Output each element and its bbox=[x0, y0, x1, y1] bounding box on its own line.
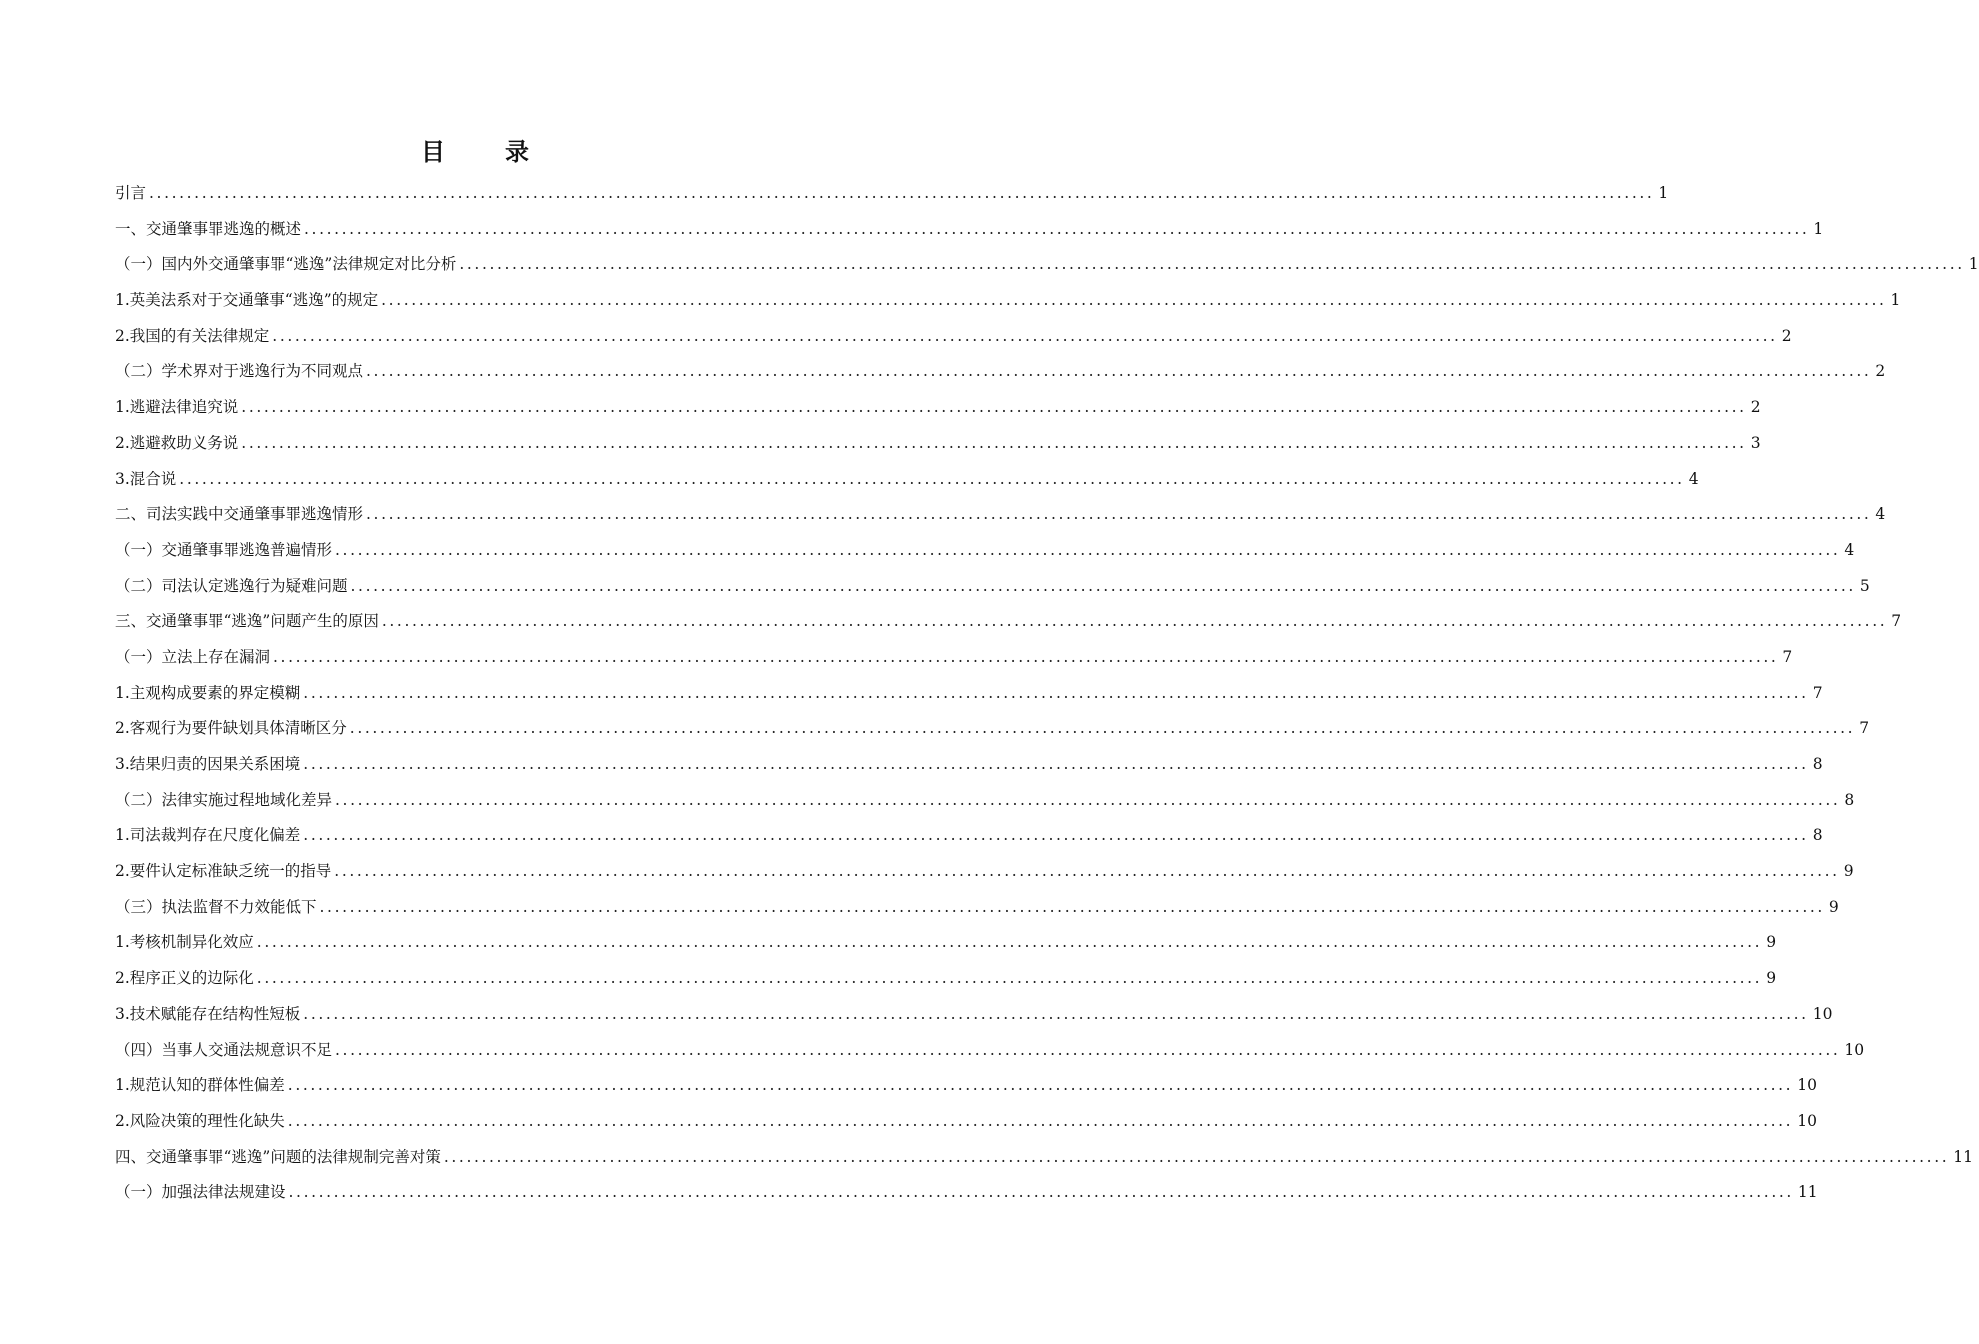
toc-entry-page-number: 4 bbox=[1875, 505, 1886, 524]
toc-entry[interactable] bbox=[115, 176, 1669, 212]
dot-leader: ........................................................................................................................................................................................................ bbox=[366, 505, 1872, 524]
toc-entry[interactable] bbox=[115, 1104, 1817, 1140]
toc-entry[interactable] bbox=[115, 854, 1854, 890]
toc-entry-page-number: 1 bbox=[1968, 255, 1979, 274]
toc-entry-page-number: 1 bbox=[1813, 219, 1824, 238]
dot-leader: ........................................................................................................................................................................................................ bbox=[443, 1147, 1950, 1166]
toc-entry-label: 1.考核机制异化效应 bbox=[115, 933, 254, 952]
toc-entry-label: 2.客观行为要件缺划具体清晰区分 bbox=[115, 719, 347, 738]
toc-entry-label: 三、交通肇事罪“逃逸”问题产生的原因 bbox=[115, 612, 379, 631]
toc-entry-page-number: 4 bbox=[1844, 540, 1855, 559]
toc-entry-label: 2.要件认定标准缺乏统一的指导 bbox=[115, 862, 332, 881]
toc-entry-label: 1.主观构成要素的界定模糊 bbox=[115, 683, 301, 702]
toc-entry-page-number: 9 bbox=[1828, 897, 1839, 916]
toc-entry[interactable] bbox=[115, 818, 1823, 854]
dot-leader: ........................................................................................................................................................................................................ bbox=[303, 755, 1809, 773]
toc-entry-page-number: 1 bbox=[1890, 291, 1901, 310]
toc-entry[interactable] bbox=[115, 533, 1855, 569]
toc-entry-label: （一）立法上存在漏洞 bbox=[115, 647, 271, 666]
dot-leader: ........................................................................................................................................................................................................ bbox=[273, 647, 1779, 666]
dot-leader: ........................................................................................................................................................................................................ bbox=[256, 933, 1763, 952]
toc-entry-label: 一、交通肇事罪逃逸的概述 bbox=[115, 219, 302, 238]
toc-entry-page-number: 4 bbox=[1688, 469, 1699, 488]
toc-entry[interactable] bbox=[115, 640, 1793, 676]
toc-entry-page-number: 8 bbox=[1844, 790, 1855, 809]
toc-entry-label: 1.规范认知的群体性偏差 bbox=[115, 1076, 285, 1095]
toc-entry-label: 3.混合说 bbox=[115, 469, 177, 488]
toc-entry-label: 2.程序正义的边际化 bbox=[115, 969, 254, 988]
toc-entry[interactable] bbox=[115, 497, 1886, 533]
dot-leader: ........................................................................................................................................................................................................ bbox=[366, 362, 1872, 381]
toc-entry[interactable] bbox=[115, 426, 1761, 462]
dot-leader: ........................................................................................................................................................................................................ bbox=[350, 576, 1856, 595]
toc-entry-page-number: 11 bbox=[1953, 1147, 1973, 1166]
dot-leader: ........................................................................................................................................................................................................ bbox=[349, 719, 1856, 738]
toc-entry[interactable] bbox=[115, 1033, 1865, 1069]
toc-entry-label: （二）司法认定逃逸行为疑难问题 bbox=[115, 576, 348, 595]
toc-entry-page-number: 9 bbox=[1766, 933, 1777, 952]
toc-entry[interactable] bbox=[115, 283, 1901, 319]
toc-entry-label: 2.逃避救助义务说 bbox=[115, 433, 239, 452]
toc-entry-label: （一）国内外交通肇事罪“逃逸”法律规定对比分析 bbox=[115, 255, 457, 274]
dot-leader: ........................................................................................................................................................................................................ bbox=[149, 184, 1655, 202]
dot-leader: ........................................................................................................................................................................................................ bbox=[335, 1040, 1841, 1059]
dot-leader: ........................................................................................................................................................................................................ bbox=[303, 1004, 1809, 1023]
toc-entry-page-number: 3 bbox=[1750, 433, 1761, 452]
toc-entry-page-number: 7 bbox=[1859, 719, 1870, 738]
dot-leader: ........................................................................................................................................................................................................ bbox=[334, 862, 1840, 881]
dot-leader: ........................................................................................................................................................................................................ bbox=[241, 398, 1747, 417]
dot-leader: ........................................................................................................................................................................................................ bbox=[303, 683, 1809, 702]
toc-entry-label: （一）加强法律法规建设 bbox=[115, 1183, 286, 1202]
toc-entry-page-number: 2 bbox=[1875, 362, 1886, 381]
toc-entry[interactable] bbox=[115, 1140, 1973, 1176]
dot-leader: ........................................................................................................................................................................................................ bbox=[256, 969, 1763, 988]
toc-entry-label: （二）法律实施过程地域化差异 bbox=[115, 790, 333, 809]
dot-leader: ........................................................................................................................................................................................................ bbox=[288, 1183, 1794, 1202]
dot-leader: ........................................................................................................................................................................................................ bbox=[179, 469, 1685, 488]
toc-entry-page-number: 8 bbox=[1812, 826, 1823, 845]
toc-entry[interactable] bbox=[115, 925, 1777, 961]
dot-leader: ........................................................................................................................................................................................................ bbox=[335, 540, 1841, 559]
toc-entry-page-number: 7 bbox=[1812, 683, 1823, 702]
dot-leader: ........................................................................................................................................................................................................ bbox=[381, 291, 1887, 310]
toc-entry-page-number: 7 bbox=[1782, 647, 1793, 666]
toc-entry[interactable] bbox=[115, 997, 1833, 1033]
toc-entry-page-number: 10 bbox=[1797, 1076, 1817, 1095]
toc-entry-label: 四、交通肇事罪“逃逸”问题的法律规制完善对策 bbox=[115, 1147, 441, 1166]
toc-entry-page-number: 10 bbox=[1797, 1111, 1817, 1130]
dot-leader: ........................................................................................................................................................................................................ bbox=[335, 790, 1841, 809]
toc-entry-page-number: 9 bbox=[1766, 969, 1777, 988]
toc-entry[interactable] bbox=[115, 462, 1699, 498]
dot-leader: ........................................................................................................................................................................................................ bbox=[287, 1076, 1794, 1095]
dot-leader: ........................................................................................................................................................................................................ bbox=[304, 219, 1810, 238]
toc-entry-label: 1.逃避法律追究说 bbox=[115, 398, 239, 417]
toc-entry-label: （一）交通肇事罪逃逸普遍情形 bbox=[115, 540, 333, 559]
toc-entry[interactable] bbox=[115, 390, 1761, 426]
dot-leader: ........................................................................................................................................................................................................ bbox=[287, 1111, 1794, 1130]
toc-entry[interactable] bbox=[115, 604, 1902, 640]
toc-entry-label: （二）学术界对于逃逸行为不同观点 bbox=[115, 362, 364, 381]
toc-entry[interactable] bbox=[115, 247, 1979, 283]
toc-entry-page-number: 2 bbox=[1750, 398, 1761, 417]
page-title: 目 录 bbox=[421, 138, 547, 166]
toc-entry[interactable] bbox=[115, 212, 1824, 248]
toc-entry-label: （三）执法监督不力效能低下 bbox=[115, 897, 317, 916]
toc-entry-page-number: 2 bbox=[1781, 326, 1792, 345]
toc-entry[interactable] bbox=[115, 319, 1792, 355]
toc-entry[interactable] bbox=[115, 1175, 1818, 1211]
toc-entry[interactable] bbox=[115, 676, 1823, 712]
toc-entry-label: 1.英美法系对于交通肇事“逃逸”的规定 bbox=[115, 291, 379, 310]
toc-entry[interactable] bbox=[115, 1068, 1817, 1104]
toc-entry-page-number: 5 bbox=[1859, 576, 1870, 595]
toc-entry[interactable] bbox=[115, 711, 1870, 747]
toc-entry[interactable] bbox=[115, 961, 1777, 997]
toc-entry-label: 3.技术赋能存在结构性短板 bbox=[115, 1004, 301, 1023]
toc-entry-label: 引言 bbox=[115, 184, 147, 202]
toc-entry-label: 1.司法裁判存在尺度化偏差 bbox=[115, 826, 301, 845]
toc-entry-page-number: 1 bbox=[1658, 184, 1669, 202]
toc-entry-label: 二、司法实践中交通肇事罪逃逸情形 bbox=[115, 505, 364, 524]
toc-entry-page-number: 9 bbox=[1843, 862, 1854, 881]
dot-leader: ........................................................................................................................................................................................................ bbox=[381, 612, 1888, 631]
dot-leader: ........................................................................................................................................................................................................ bbox=[459, 255, 1965, 274]
toc-entry-label: 2.风险决策的理性化缺失 bbox=[115, 1111, 285, 1130]
toc-entry[interactable] bbox=[115, 747, 1823, 783]
toc-entry-page-number: 7 bbox=[1891, 612, 1902, 631]
toc-entry-label: 3.结果归责的因果关系困境 bbox=[115, 755, 301, 773]
toc-entry[interactable] bbox=[115, 569, 1870, 605]
toc-entry[interactable] bbox=[115, 890, 1839, 926]
toc-entry-page-number: 10 bbox=[1812, 1004, 1833, 1023]
toc-entry-label: （四）当事人交通法规意识不足 bbox=[115, 1040, 333, 1059]
dot-leader: ........................................................................................................................................................................................................ bbox=[319, 897, 1825, 916]
dot-leader: ........................................................................................................................................................................................................ bbox=[241, 433, 1747, 452]
toc-entry[interactable] bbox=[115, 783, 1855, 819]
toc-entry-page-number: 8 bbox=[1812, 755, 1823, 773]
toc-entry-label: 2.我国的有关法律规定 bbox=[115, 326, 270, 345]
toc-entry[interactable] bbox=[115, 354, 1886, 390]
dot-leader: ........................................................................................................................................................................................................ bbox=[272, 326, 1778, 345]
toc-entry-page-number: 10 bbox=[1844, 1040, 1865, 1059]
table-of-contents bbox=[115, 176, 1979, 1211]
toc-entry-page-number: 11 bbox=[1797, 1183, 1818, 1202]
dot-leader: ........................................................................................................................................................................................................ bbox=[303, 826, 1809, 845]
